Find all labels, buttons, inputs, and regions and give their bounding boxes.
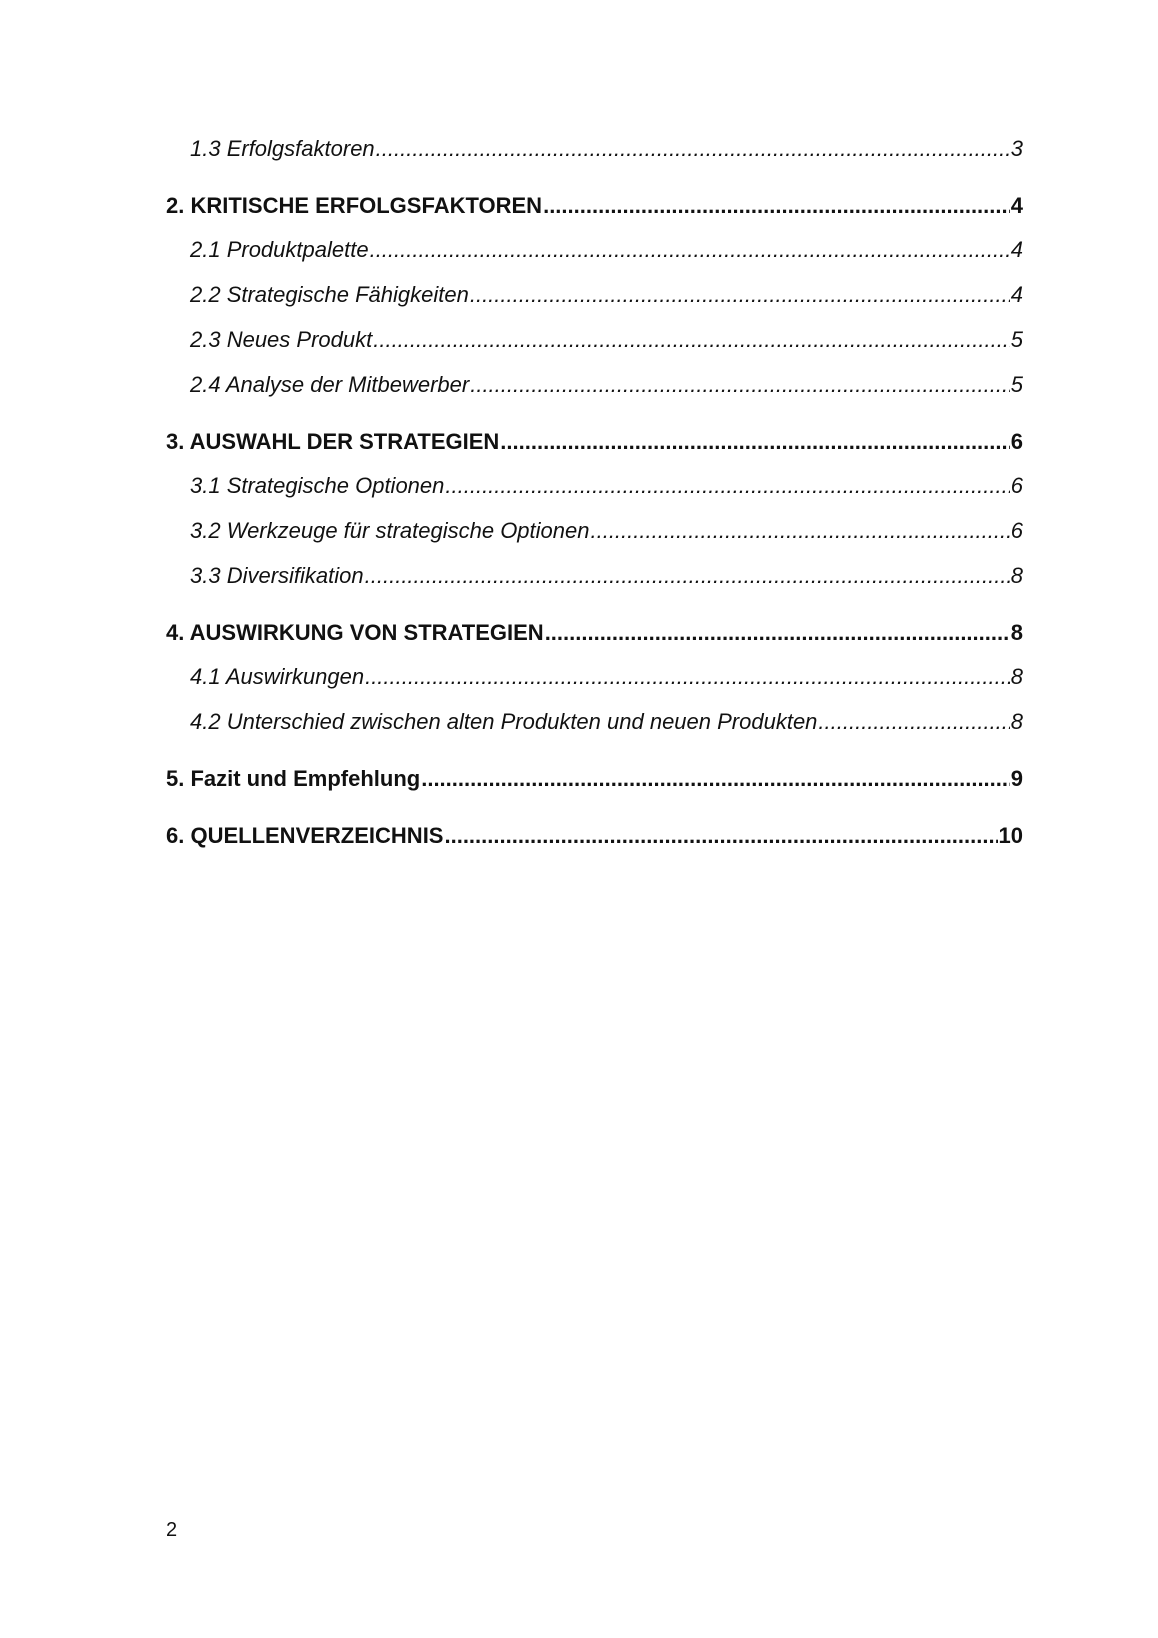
toc-entry-title: 3. AUSWAHL DER STRATEGIEN — [166, 429, 500, 454]
toc-entry-2[interactable] — [166, 190, 1023, 221]
dot-leader — [500, 426, 1009, 457]
dot-leader — [370, 234, 1010, 265]
toc-entry-page: 8 — [1010, 709, 1023, 734]
dot-leader — [421, 763, 1010, 794]
toc-entry-3-2[interactable] — [166, 515, 1023, 546]
toc-entry-page: 10 — [998, 823, 1023, 848]
toc-entry-title: 4. AUSWIRKUNG VON STRATEGIEN — [166, 620, 544, 645]
toc-entry-page: 6 — [1010, 429, 1023, 454]
dot-leader — [545, 617, 1010, 648]
page-number: 2 — [166, 1519, 178, 1541]
toc-entry-title: 3.3 Diversifikation — [190, 563, 364, 588]
toc-entry-1-3[interactable] — [166, 133, 1023, 164]
dot-leader — [590, 515, 1009, 546]
toc-entry-title: 2.4 Analyse der Mitbewerber — [190, 372, 470, 397]
toc-entry-4-2[interactable] — [166, 706, 1023, 737]
dot-leader — [543, 190, 1010, 221]
toc-entry-2-3[interactable] — [166, 324, 1023, 355]
toc-entry-2-2[interactable] — [166, 279, 1023, 310]
table-of-contents — [166, 133, 1023, 851]
toc-entry-title: 2.2 Strategische Fähigkeiten — [190, 282, 469, 307]
dot-leader — [373, 324, 1010, 355]
toc-entry-page: 4 — [1010, 282, 1023, 307]
toc-entry-2-4[interactable] — [166, 369, 1023, 400]
toc-entry-title: 3.1 Strategische Optionen — [190, 473, 445, 498]
toc-entry-page: 6 — [1010, 473, 1023, 498]
toc-entry-4[interactable] — [166, 617, 1023, 648]
toc-entry-6[interactable] — [166, 820, 1023, 851]
dot-leader — [470, 369, 1010, 400]
toc-entry-title: 3.2 Werkzeuge für strategische Optionen — [190, 518, 590, 543]
toc-entry-title: 2. KRITISCHE ERFOLGSFAKTOREN — [166, 193, 543, 218]
toc-entry-page: 6 — [1010, 518, 1023, 543]
toc-entry-page: 3 — [1010, 136, 1023, 161]
toc-entry-3-1[interactable] — [166, 470, 1023, 501]
toc-entry-page: 8 — [1010, 620, 1023, 645]
dot-leader — [376, 133, 1010, 164]
toc-entry-title: 1.3 Erfolgsfaktoren — [190, 136, 375, 161]
toc-entry-page: 8 — [1010, 664, 1023, 689]
toc-entry-title: 2.1 Produktpalette — [190, 237, 369, 262]
dot-leader — [444, 820, 997, 851]
dot-leader — [365, 661, 1010, 692]
toc-entry-4-1[interactable] — [166, 661, 1023, 692]
toc-entry-title: 5. Fazit und Empfehlung — [166, 766, 421, 791]
toc-entry-5[interactable] — [166, 763, 1023, 794]
toc-entry-3[interactable] — [166, 426, 1023, 457]
toc-entry-title: 6. QUELLENVERZEICHNIS — [166, 823, 444, 848]
dot-leader — [818, 706, 1009, 737]
toc-entry-title: 2.3 Neues Produkt — [190, 327, 373, 352]
dot-leader — [445, 470, 1009, 501]
toc-entry-page: 9 — [1010, 766, 1023, 791]
toc-entry-3-3[interactable] — [166, 560, 1023, 591]
toc-entry-page: 5 — [1010, 372, 1023, 397]
dot-leader — [365, 560, 1010, 591]
toc-entry-2-1[interactable] — [166, 234, 1023, 265]
toc-entry-page: 5 — [1010, 327, 1023, 352]
toc-entry-page: 4 — [1010, 237, 1023, 262]
toc-entry-page: 4 — [1010, 193, 1023, 218]
toc-entry-page: 8 — [1010, 563, 1023, 588]
toc-entry-title: 4.2 Unterschied zwischen alten Produkten und neuen Produkten — [190, 709, 818, 734]
dot-leader — [470, 279, 1010, 310]
toc-entry-title: 4.1 Auswirkungen — [190, 664, 365, 689]
